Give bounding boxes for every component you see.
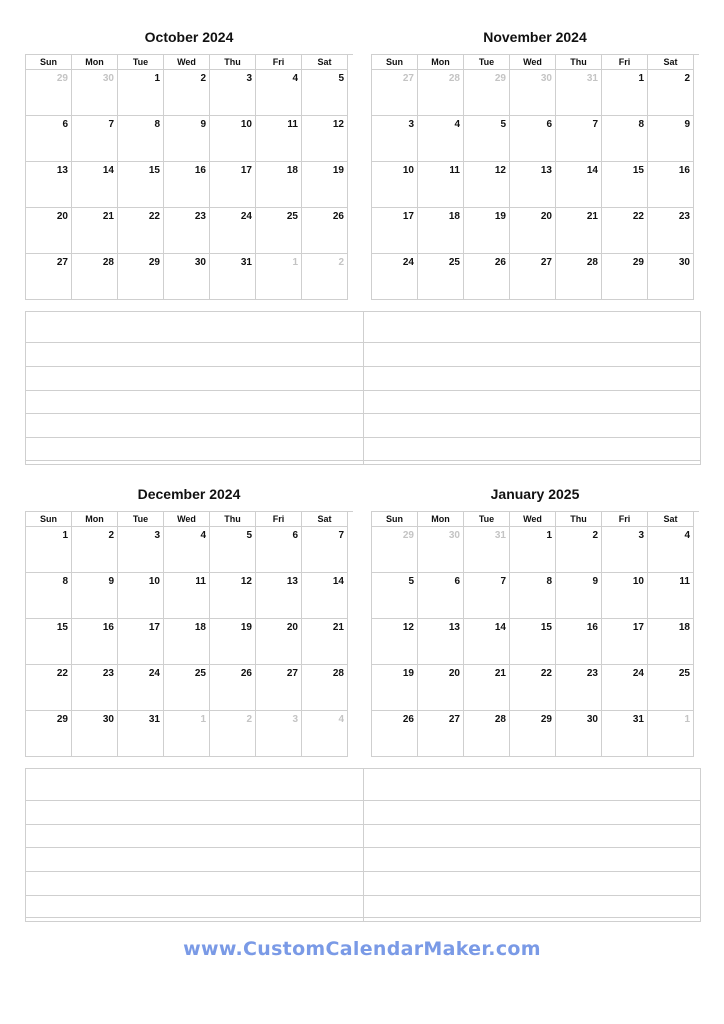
week-row [372,711,699,757]
day-cell: 11 [164,573,210,619]
day-cell: 25 [256,208,302,254]
note-line [26,437,700,438]
day-cell: 2 [72,527,118,573]
day-cell-other-month: 3 [256,711,302,757]
day-cell: 11 [648,573,694,619]
day-cell-other-month: 1 [256,254,302,300]
day-cell: 17 [602,619,648,665]
day-cell: 30 [164,254,210,300]
day-cell: 27 [510,254,556,300]
day-cell: 28 [556,254,602,300]
weekday-header: Fri [602,512,648,527]
day-cell: 8 [602,116,648,162]
day-cell: 16 [72,619,118,665]
week-row [26,208,353,254]
day-cell: 9 [72,573,118,619]
day-cell: 16 [556,619,602,665]
day-cell: 26 [464,254,510,300]
day-cell: 3 [210,70,256,116]
day-cell: 27 [256,665,302,711]
weekday-header-row [372,55,699,70]
day-cell: 1 [26,527,72,573]
week-row [26,254,353,300]
week-row [372,665,699,711]
day-cell: 9 [164,116,210,162]
weekday-header: Fri [256,512,302,527]
day-cell: 13 [510,162,556,208]
notes-column-divider [363,769,364,921]
day-cell: 2 [556,527,602,573]
day-cell: 7 [556,116,602,162]
day-cell: 29 [118,254,164,300]
day-cell: 17 [372,208,418,254]
weekday-header: Wed [164,512,210,527]
month-title: December 2024 [137,486,241,502]
day-cell: 14 [556,162,602,208]
day-cell: 19 [464,208,510,254]
weekday-header: Sun [26,512,72,527]
day-cell: 3 [372,116,418,162]
month-grid [371,511,699,757]
note-line [26,895,700,896]
day-cell: 24 [372,254,418,300]
day-cell: 19 [302,162,348,208]
day-cell: 24 [118,665,164,711]
day-cell: 6 [418,573,464,619]
week-row [26,619,353,665]
day-cell: 12 [464,162,510,208]
month-grid [25,511,353,757]
day-cell: 2 [648,70,694,116]
week-row [26,116,353,162]
day-cell-other-month: 29 [372,527,418,573]
day-cell: 25 [418,254,464,300]
day-cell: 30 [556,711,602,757]
week-row [372,70,699,116]
note-line [26,871,700,872]
day-cell: 8 [118,116,164,162]
weekday-header: Mon [72,512,118,527]
day-cell: 19 [372,665,418,711]
day-cell: 28 [464,711,510,757]
day-cell: 7 [302,527,348,573]
day-cell: 29 [602,254,648,300]
day-cell: 22 [26,665,72,711]
day-cell: 17 [210,162,256,208]
day-cell: 31 [210,254,256,300]
weekday-header: Mon [72,55,118,70]
day-cell: 22 [118,208,164,254]
day-cell-other-month: 4 [302,711,348,757]
day-cell: 24 [210,208,256,254]
week-row [26,665,353,711]
day-cell: 19 [210,619,256,665]
note-line [26,824,700,825]
day-cell: 26 [210,665,256,711]
day-cell: 29 [510,711,556,757]
day-cell: 24 [602,665,648,711]
weekday-header: Wed [510,512,556,527]
weekday-header: Mon [418,512,464,527]
weekday-header: Sun [372,512,418,527]
notes-section-bottom [25,768,701,922]
weekday-header-row [372,512,699,527]
week-row [372,254,699,300]
day-cell: 25 [648,665,694,711]
day-cell: 3 [602,527,648,573]
day-cell: 21 [464,665,510,711]
day-cell: 30 [72,711,118,757]
week-row [372,116,699,162]
day-cell-other-month: 2 [302,254,348,300]
day-cell: 14 [464,619,510,665]
day-cell: 29 [26,711,72,757]
notes-column-divider [363,312,364,464]
day-cell: 18 [648,619,694,665]
day-cell: 23 [648,208,694,254]
day-cell: 13 [256,573,302,619]
day-cell: 28 [302,665,348,711]
day-cell: 1 [118,70,164,116]
day-cell: 22 [510,665,556,711]
day-cell: 16 [164,162,210,208]
day-cell: 5 [464,116,510,162]
day-cell: 4 [418,116,464,162]
weekday-header: Wed [164,55,210,70]
day-cell: 7 [72,116,118,162]
day-cell: 27 [418,711,464,757]
day-cell: 10 [210,116,256,162]
week-row [26,70,353,116]
day-cell: 26 [372,711,418,757]
week-row [372,208,699,254]
month-title: October 2024 [144,29,234,45]
day-cell-other-month: 1 [164,711,210,757]
week-row [26,711,353,757]
day-cell-other-month: 29 [26,70,72,116]
day-cell: 12 [302,116,348,162]
weekday-header: Wed [510,55,556,70]
note-line [26,460,700,461]
day-cell: 11 [418,162,464,208]
day-cell: 25 [164,665,210,711]
day-cell: 20 [26,208,72,254]
day-cell: 6 [26,116,72,162]
day-cell-other-month: 30 [418,527,464,573]
day-cell: 4 [256,70,302,116]
weekday-header-row [26,55,353,70]
day-cell: 23 [164,208,210,254]
weekday-header: Tue [464,55,510,70]
day-cell: 9 [556,573,602,619]
weekday-header: Sat [648,512,694,527]
weekday-header: Tue [118,55,164,70]
day-cell-other-month: 29 [464,70,510,116]
day-cell: 22 [602,208,648,254]
weekday-header: Sun [372,55,418,70]
weekday-header: Mon [418,55,464,70]
day-cell: 10 [372,162,418,208]
day-cell: 15 [26,619,72,665]
weekday-header: Thu [556,55,602,70]
day-cell: 26 [302,208,348,254]
day-cell: 1 [510,527,556,573]
day-cell: 2 [164,70,210,116]
day-cell: 13 [418,619,464,665]
day-cell: 18 [164,619,210,665]
note-line [26,413,700,414]
note-line [26,390,700,391]
day-cell: 13 [26,162,72,208]
day-cell: 1 [602,70,648,116]
day-cell: 6 [510,116,556,162]
day-cell: 5 [210,527,256,573]
day-cell: 4 [164,527,210,573]
weekday-header: Fri [602,55,648,70]
weekday-header: Tue [118,512,164,527]
note-line [26,847,700,848]
weekday-header-row [26,512,353,527]
day-cell: 31 [602,711,648,757]
day-cell: 9 [648,116,694,162]
day-cell: 21 [302,619,348,665]
day-cell: 17 [118,619,164,665]
day-cell: 20 [256,619,302,665]
weekday-header: Sat [648,55,694,70]
day-cell: 6 [256,527,302,573]
day-cell: 16 [648,162,694,208]
weekday-header: Sat [302,55,348,70]
day-cell: 23 [556,665,602,711]
day-cell: 21 [72,208,118,254]
day-cell: 4 [648,527,694,573]
day-cell: 28 [72,254,118,300]
day-cell: 20 [510,208,556,254]
week-row [372,527,699,573]
day-cell: 12 [372,619,418,665]
day-cell: 7 [464,573,510,619]
day-cell: 15 [602,162,648,208]
note-line [26,342,700,343]
weekday-header: Tue [464,512,510,527]
weekday-header: Thu [210,55,256,70]
month-grid [25,54,353,300]
day-cell: 11 [256,116,302,162]
week-row [26,162,353,208]
day-cell-other-month: 31 [464,527,510,573]
day-cell: 30 [648,254,694,300]
weekday-header: Fri [256,55,302,70]
weekday-header: Sat [302,512,348,527]
week-row [372,573,699,619]
day-cell: 8 [510,573,556,619]
day-cell: 5 [302,70,348,116]
day-cell: 12 [210,573,256,619]
day-cell: 15 [510,619,556,665]
week-row [26,573,353,619]
day-cell: 20 [418,665,464,711]
day-cell-other-month: 1 [648,711,694,757]
day-cell: 27 [26,254,72,300]
day-cell: 14 [302,573,348,619]
day-cell-other-month: 30 [72,70,118,116]
day-cell: 5 [372,573,418,619]
note-line [26,800,700,801]
week-row [26,527,353,573]
month-title: January 2025 [490,486,580,502]
weekday-header: Sun [26,55,72,70]
day-cell: 14 [72,162,118,208]
notes-section-top [25,311,701,465]
day-cell: 23 [72,665,118,711]
day-cell-other-month: 28 [418,70,464,116]
day-cell-other-month: 31 [556,70,602,116]
day-cell: 8 [26,573,72,619]
month-title: November 2024 [483,29,587,45]
weekday-header: Thu [556,512,602,527]
day-cell-other-month: 27 [372,70,418,116]
month-grid [371,54,699,300]
week-row [372,162,699,208]
day-cell-other-month: 30 [510,70,556,116]
day-cell: 10 [602,573,648,619]
day-cell: 21 [556,208,602,254]
day-cell: 18 [256,162,302,208]
weekday-header: Thu [210,512,256,527]
day-cell: 15 [118,162,164,208]
day-cell: 10 [118,573,164,619]
week-row [372,619,699,665]
note-line [26,366,700,367]
day-cell: 18 [418,208,464,254]
day-cell: 3 [118,527,164,573]
note-line [26,917,700,918]
day-cell-other-month: 2 [210,711,256,757]
day-cell: 31 [118,711,164,757]
footer-website-link[interactable]: www.CustomCalendarMaker.com [183,938,541,960]
